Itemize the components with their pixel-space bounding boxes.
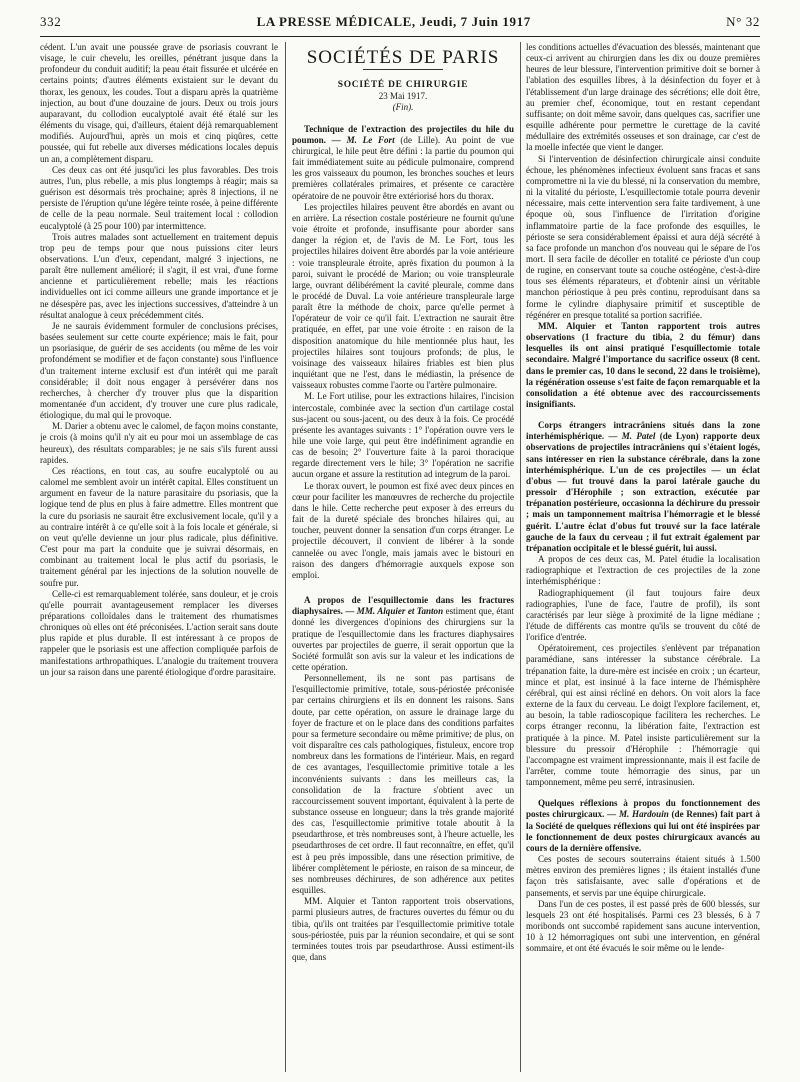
article-author: — M. Hardouin [607, 809, 669, 820]
paragraph: Personnellement, ils ne sont pas partisans de l'esquillectomie primitive, totale, sous-périostée préconisée par certains chirurgiens et ils en donnent les raisons. Sans doute, par cette opération, on assure le drainage large du foyer de fracture et on le place dans des conditions parfaites pour sa fermeture secondaire ou même primitive; de plus, on voit disparaître ces cals pathologiques, fistuleux, encore trop nombreux dans les formations de l'intérieur. Mais, en regard de ces avantages, l'esquillectomie primitive totale a les inconvénients suivants : dans les meilleurs cas, la consolidation de la fracture s'obtient avec un raccourcissement souvent important, équivalent à la perte de substance osseuse en longueur; dans la très grande majorité des cas, l'esquillectomie primitive totale aboutit à la pseudarthrose, et très nombreuses sont, à l'heure actuelle, les pseudarthroses de cet ordre. Il faut reconnaître, en effet, qu'il est à peu près impossible, dans une résection primitive, de libérer complètement le périoste, en raison de sa minceur, de ses nombreuses déchirures, de son adhérence aux petites esquilles. [292, 673, 514, 896]
paragraph: Radiographiquement (il faut toujours faire deux radiographies, l'une de face, l'autre de profil), ils sont caractérisés par leur siège à proximité de la ligne médiane ; l'étude de différents cas montre qu'ils se trouvent du côté de l'orifice d'entrée. [526, 587, 760, 643]
article-title: Quelques réflexions à propos du fonctionnement des postes chirurgicaux. [526, 798, 760, 820]
article-author: — M. Patel [608, 431, 656, 442]
article-title: A propos de l'esquillectomie dans les fractures diaphysaires. [292, 595, 514, 617]
article-title: Corps étrangers intracrâniens situés dans la zone interhémisphérique. [526, 420, 760, 442]
article-esquillectomie [292, 595, 514, 963]
journal-line: LA PRESSE MÉDICALE, Jeudi, 7 Juin 1917 [256, 14, 531, 29]
article-lead [292, 595, 514, 673]
paragraph: les conditions actuelles d'évacuation des blessés, maintenant que ceux-ci arrivent au chirurgien dans les dix ou douze premières heures de leur blessure, l'intervention primitive doit se borner à l'ablation des esquilles libres, à la désinfection du foyer et à l'établissement d'un large drainage des sécrétions; elle doit être, au premier chef, économique, tout en restant cependant suffisante; on doit même savoir, dans quelques cas, sacrifier une esquille adhérente pour permettre le curettage de la cavité médullaire des extrémités osseuses et son drainage, car c'est de la moelle infectée que vient le danger. [526, 42, 760, 153]
paragraph: Ces postes de secours souterrains étaient situés à 1.500 mètres environ des premières lignes ; ils étaient installés d'une façon très satisfaisante, avec salle d'opérations et de pansements, et servis par une équipe chirurgicale. [526, 854, 760, 898]
paragraph: Dans l'un de ces postes, il est passé près de 600 blessés, sur lesquels 23 ont été hospitalisés. Parmi ces 23 blessés, 6 à 7 moribonds ont succombé rapidement sans aucune intervention, 10 à 12 hémorragiques ont subi une intervention, en général sommaire, et ont été évacués le soir même ou le lende- [526, 898, 760, 954]
society-heading: SOCIÉTÉ DE CHIRURGIE [337, 80, 469, 91]
article-lead [526, 420, 760, 554]
article-postes-chirurgicaux [526, 798, 760, 954]
paragraph: Ces réactions, en tout cas, au soufre eucalyptolé ou au calomel me semblent avoir un intérêt capital. Elles constituent un argument en faveur de la nature parasitaire du psoriasis, que la logique tend de plus en plus à faire admettre. Elles montrent que la cure du psoriasis ne saurait être exclusivement locale, qu'il y a au contraire intérêt à ce qu'elle soit à la fois locale et générale, si on veut qu'elle devienne un jour plus radicale, plus définitive. C'est pour ma part la conduite que je suivrai désormais, en combinant au traitement local le plus actif du psoriasis, le traitement général par les injections de la solution nouvelle de soufre pur. [40, 465, 278, 588]
column-divider [520, 42, 521, 1072]
article-lead [292, 124, 514, 202]
paragraph: MM. Alquier et Tanton rapportent trois autres observations (1 fracture du tibia, 2 du fémur) dans lesquelles ils ont ainsi pratiqué l'esquillectomie totale secondaire. Malgré l'importance du sacrifice osseux (8 cent. dans le premier cas, 10 dans le second, 22 dans le troisième), la régénération osseuse s'est faite de façon remarquable et la consolidation a été obtenue avec des raccourcissements insignifiants. [526, 320, 760, 409]
paragraph: Je ne saurais évidemment formuler de conclusions précises, basées seulement sur cette courte expérience; mais le fait, pour un psoriasique, de guérir de ses accidents (ou même de les voir profondément se modifier et de façon constante) sous l'influence d'un traitement interne exclusif est d'un intérêt qui me paraît considérable; il doit nous engager à persévérer dans nos recherches, à chercher d'y trouver plus que la disparition momentanée d'un accident, d'y trouver une cure plus radicale, étiologique, du mal qui le provoque. [40, 320, 278, 421]
session-date: 23 Mai 1917. [378, 91, 428, 102]
section-rule [363, 69, 443, 70]
paragraph: cédent. L'un avait une poussée grave de psoriasis couvrant le visage, le cuir chevelu, les oreilles, pénétrant jusque dans la profondeur du conduit auditif; la peau était fissurée et ulcérée en certains points; d'autres éléments existaient sur le devant du thorax, les genoux, les coudes. Tout a disparu après la quatrième injection, au bout d'une douzaine de jours. Deux ou trois jours auparavant, du collodion eucalyptolé avait été étalé sur les éléments du visage, qui, d'ailleurs, étaient déjà remarquablement modifiés. Aujourd'hui, après un mois et cinq piqûres, cette poussée, qui fut rebelle aux diverses médications locales depuis un an, a complètement disparu. [40, 42, 278, 164]
article-title: Technique de l'extraction des projectiles du hile du poumon. [292, 123, 514, 145]
paragraph: Trois autres malades sont actuellement en traitement depuis trop peu de temps pour que nous puissions citer leurs observations. L'un d'eux, cependant, malgré 3 injections, ne paraît être nullement amélioré; il s'agit, il est vrai, d'une forme ancienne et particulièrement rebelle; mais les réactions individuelles ont ici comme ailleurs une grande importance et je ne désespère pas, avec les injections successives, d'atteindre à un résultat analogue à ceux précédemment cités. [40, 231, 278, 320]
paragraph: Si l'intervention de désinfection chirurgicale ainsi conduite échoue, les phénomènes infectieux évoluent sans fracas et sans compromettre ni la vie du blessé, ni la conservation du membre, ni la vitalité du périoste, L'esquillectomie totale pourra devenir nécessaire, mais cette intervention sera faite tardivement, à une époque où, sous l'influence de l'irritation d'origine inflammatoire partie de la face profonde des esquilles, le périoste se sera considérablement épaissi et aura déjà sécrété à sa face profonde un manchon d'os nouveau qui le sépare de l'os mort. Il sera facile de décoller en totalité ce périoste d'un coup de rugine, en conservant toute sa couche ostéogène, c'est-à-dire tous ses éléments réparateurs, et d'obtenir ainsi un véritable manchon périostique à peu près continu, reproduisant dans sa forme le cylindre diaphysaire primitif et susceptible de régénérer en presque totalité sa portion sacrifiée. [526, 153, 760, 320]
paragraph: Celle-ci est remarquablement tolérée, sans douleur, et je crois qu'elle pourrait avantageusement remplacer les diverses préparations colloïdales dans le traitement des rhumatismes chroniques où elles ont été préconisées. L'action serait sans doute plus rapide et plus durable. Il est intéressant à ce propos de rappeler que le psoriasis est une affection compliquée parfois de manifestations arthropathiques. L'analogie du traitement trouvera un jour sa raison dans une parenté étiologique d'ordre parasitaire. [40, 588, 278, 677]
header-rule [40, 36, 760, 37]
article-author: — M. Le Fort [331, 134, 395, 145]
paragraph: Le thorax ouvert, le poumon est fixé avec deux pinces en cœur pour faciliter les manœuvres de recherche du projectile dans le hile. Cette recherche peut exposer à des erreurs du fait de la dureté spéciale des bronches hilaires qui, au toucher, peuvent donner la sensation d'un corps étranger. Le projectile découvert, il convient de libérer à la sonde cannelée ou avec l'ongle, mais jamais avec le bistouri en raison des dangers d'hémorragie auxquels expose son emploi. [292, 480, 514, 580]
issue-number: N° 32 [726, 14, 760, 29]
article-affiliation: (de Lille). [400, 134, 441, 145]
column-3 [526, 42, 760, 1072]
article-author: — MM. Alquier et Tanton [345, 606, 444, 617]
article-lead [526, 798, 760, 854]
paragraph: Opératoirement, ces projectiles s'enlèvent par trépanation paramédiane, sans intéresser la substance cérébrale. La trépanation faite, la dure-mère est incisée en croix ; un écarteur, mince et plat, est insinué à la face interne de l'hémisphère cérébral, qui est ainsi récliné en dehors. On voit alors la face externe de la faux du cerveau. Le doigt l'explore facilement, et, au besoin, la table radioscopique facilitera les recherches. Le corps étranger reconnu, la libération faite, l'extraction est pratiquée à la pince. M. Patel insiste particulièrement sur la blessure du pressoir d'Hérophile : l'hémorragie qui l'accompagne est vraiment impressionnante, mais il est facile de l'arrêter, comme toute hémorragie des sinus, par un tamponnement, même peu serré, intrasinusien. [526, 643, 760, 788]
article-lead-text: Au point de vue chirurgical, le hile peut être défini : la partie du poumon qui fait immédiatement suite au pédicule pulmonaire, comprend les gros vaisseaux du poumon, les bronches souches et leurs premières collatérales primaires, et présente ce caractère opératoire de ne pouvoir être extériorisé hors du thorax. [292, 134, 514, 201]
paragraph: M. Darier a obtenu avec le calomel, de façon moins constante, je crois (à moins qu'il n'y ait eu pour moi un assemblage de cas heureux), des résultats comparables; je ne sais s'ils furent aussi rapides. [40, 421, 278, 465]
page-header [40, 10, 760, 34]
column-divider [285, 42, 286, 1072]
column-2 [292, 42, 514, 1072]
paragraph: A propos de ces deux cas, M. Patel étudie la localisation radiographique et l'extraction de ces projectiles de la zone interhémisphérique : [526, 554, 760, 587]
section-title: SOCIÉTÉS DE PARIS [306, 47, 500, 68]
article-corps-etrangers [526, 420, 760, 788]
session-fin: (Fin). [392, 102, 414, 113]
column-1 [40, 42, 278, 1072]
paragraph: Ces deux cas ont été jusqu'ici les plus favorables. Des trois autres, l'un, plus rebelle, a mis plus longtemps à réagir; mais sa guérison est désormais très prochaine; après 8 injections, il ne persiste de l'éruption qu'une légère teinte rosée, à peine différente de celle de la peau normale. Seul traitement local : collodion eucalyptolé (à 25 pour 100) par intermittence. [40, 164, 278, 231]
article-lead-text: (de Lyon) rapporte deux observations de projectiles intracrâniens qui s'étaient logés, sans intéresser en rien la substance cérébrale, dans la zone interhémisphérique. L'un de ces projectiles — un éclat d'obus — fut trouvé dans la paroi latérale gauche du pressoir d'Hérophile ; son extraction, exécutée par trépanation postérieure, occasionna la déchirure du pressoir ; mais un tamponnement maîtrisa l'hémorragie et le blessé guérit. L'autre éclat d'obus fut trouvé sur la face latérale gauche de la faux du cerveau ; il fut extrait également par trépanation occipitale et le blessé guérit, lui aussi. [526, 431, 760, 553]
paragraph: Les projectiles hilaires peuvent être abordés en avant ou en arrière. La résection costale postérieure ne fournit qu'une voie étroite et profonde, insuffisante pour aborder sans danger la région et, de l'avis de M. Le Fort, tous les projectiles hilaires doivent être abordés par la voie antérieure : voie transpleurale étroite, après fixation du poumon à la paroi, suivant le procédé de Marion; ou voie transpleurale large, ouvrant délibérément la cavité pleurale, comme dans le procédé de Duval. La voie antérieure transpleurale large paraît être la méthode de choix, parce qu'elle permet à l'opérateur de voir ce qu'il fait. L'extraction ne saurait être pratiquée, en effet, par une voie étroite : en raison de la disposition anatomique du hile mentionnée plus haut, les projectiles hilaires sont toujours profonds; de plus, le voisinage des vaisseaux hilaires friables est bien plus inquiétant que ne l'est, dans le médiastin, la présence de vaisseaux robustes comme l'aorte ou l'artère pulmonaire. [292, 201, 514, 391]
paragraph: M. Le Fort utilise, pour les extractions hilaires, l'incision intercostale, combinée avec la section d'un cartilage costal sus-jacent ou sous-jacent, ou des deux à la fois. Ce procédé présente les avantages suivants : 1° l'opération ouvre vers le hile une voie large, qui peut être indéfiniment agrandie en cas de besoin; 2° l'ouverture faite à la paroi thoracique regarde directement vers le hile; 3° l'opération ne sacrifie aucun organe et assure la restitution ad integrum de la paroi. [292, 391, 514, 480]
paragraph: MM. Alquier et Tanton rapportent trois observations, parmi plusieurs autres, de fractures ouvertes du fémur ou du tibia, qu'ils ont traitées par l'esquillectomie primitive totale sous-périostée, puis par la réunion secondaire, et qui se sont terminées toutes trois par pseudarthrose. Aussi estiment-ils que, dans [292, 896, 514, 963]
article-lead-text: estiment que, étant donné les divergences d'opinions des chirurgiens sur la pratique de l'esquillectomie dans les fractures diaphysaires ouvertes par projectiles de guerre, il serait opportun que la Société formulât son avis sur la valeur et les indications de cette opération. [292, 606, 514, 672]
page-number: 332 [40, 14, 62, 29]
article-hile-poumon [292, 124, 514, 581]
article-lead-text: (de Rennes) fait part à la Société de quelques réflexions qui lui ont été inspirées par le fonctionnement de deux postes chirurgicaux avancés au cours de la dernière offensive. [526, 809, 760, 853]
